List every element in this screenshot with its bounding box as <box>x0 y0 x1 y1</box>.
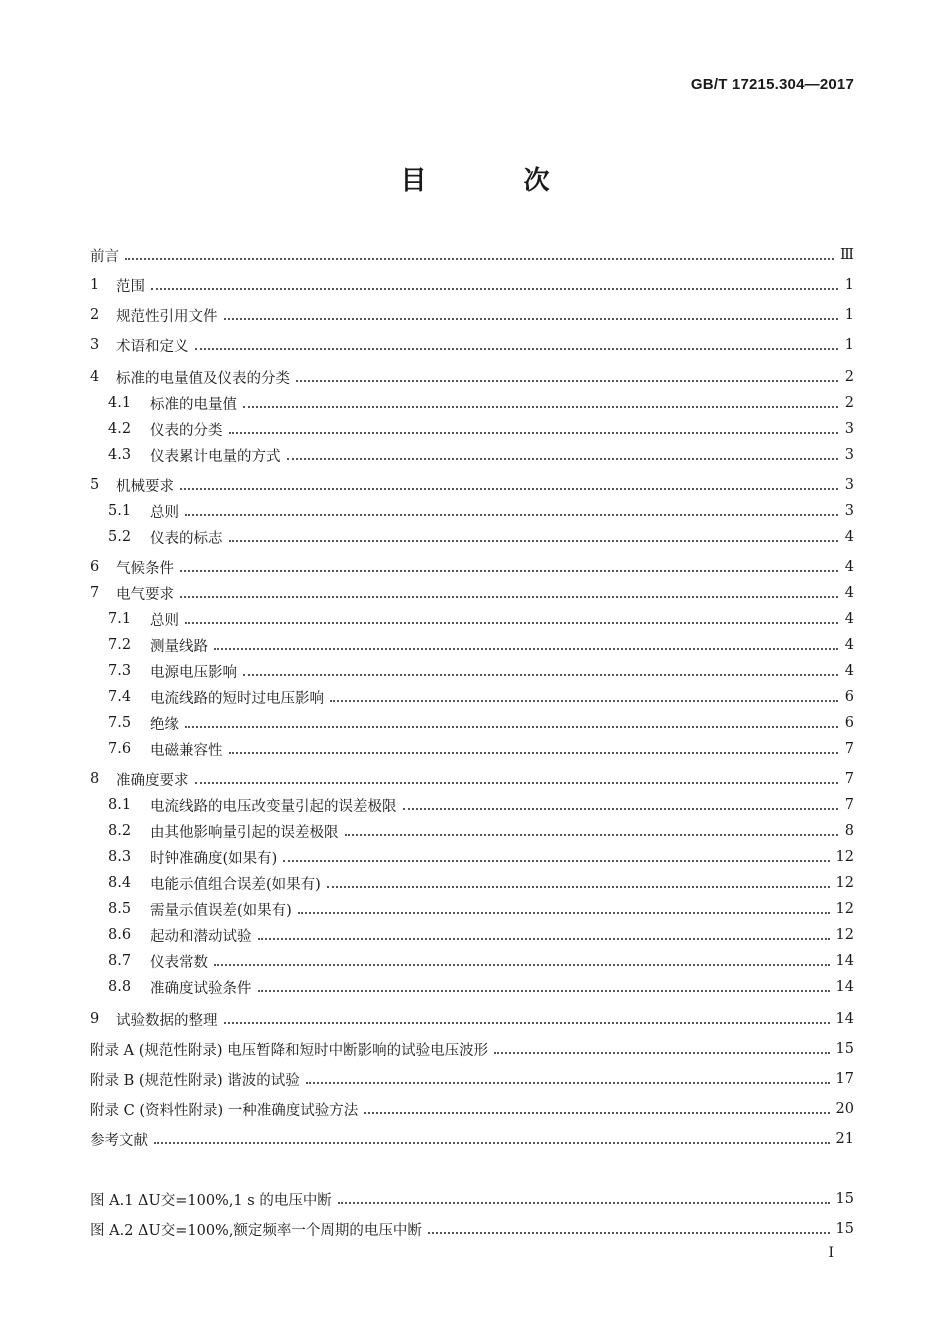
toc-entry-label: 绝缘 <box>150 716 179 733</box>
toc-entry-number: 8.5 <box>108 901 132 917</box>
dot-leader <box>180 582 838 598</box>
toc-entry-number: 8.8 <box>108 979 132 995</box>
toc-entry-label: 术语和定义 <box>116 338 189 355</box>
toc-entry[interactable] <box>90 244 854 266</box>
toc-entry[interactable] <box>90 1008 854 1030</box>
toc-entry[interactable] <box>108 608 854 630</box>
toc-entry-label: 附录 C (资料性附录) 一种准确度试验方法 <box>90 1102 359 1119</box>
toc-entry[interactable] <box>90 1188 854 1210</box>
dot-leader <box>185 712 838 728</box>
toc-entry-label: 标准的电量值 <box>150 396 237 413</box>
toc-entry[interactable] <box>108 794 854 816</box>
dot-leader <box>151 274 838 290</box>
dot-leader <box>224 1008 830 1024</box>
toc-entry-label: 电气要求 <box>116 586 174 603</box>
toc-entry-page: Ⅲ <box>840 247 854 263</box>
toc-entry-number: 8.6 <box>108 927 132 943</box>
toc-entry-page: 12 <box>835 927 854 943</box>
toc-entry[interactable] <box>108 418 854 440</box>
toc-entry-label: 仪表常数 <box>150 954 208 971</box>
toc-entry-number: 5.1 <box>108 503 132 519</box>
toc-entry-label: 电磁兼容性 <box>150 742 223 759</box>
toc-entry-number: 2 <box>90 307 100 323</box>
dot-leader <box>403 794 839 810</box>
toc-entry-number: 8 <box>90 771 100 787</box>
toc-entry-page: 3 <box>844 503 854 519</box>
dot-leader <box>229 526 839 542</box>
toc-entry-number: 4.3 <box>108 447 132 463</box>
toc-entry-page: 17 <box>835 1071 854 1087</box>
toc-entry-page: 7 <box>844 797 854 813</box>
toc-entry-label: 前言 <box>90 248 119 265</box>
toc-entry-label: 附录 A (规范性附录) 电压暂降和短时中断影响的试验电压波形 <box>90 1042 489 1059</box>
toc-entry[interactable] <box>90 582 854 604</box>
toc-entry-page: 12 <box>835 849 854 865</box>
toc-entry-label: 测量线路 <box>150 638 208 655</box>
toc-entry-page: 1 <box>844 307 854 323</box>
toc-entry-number: 7.1 <box>108 611 132 627</box>
dot-leader <box>185 500 838 516</box>
toc-entry-label: 电流线路的短时过电压影响 <box>150 690 324 707</box>
toc-entry-label: 图 A.2 ΔU交=100%,额定频率一个周期的电压中断 <box>90 1222 422 1239</box>
toc-entry-number: 4.2 <box>108 421 132 437</box>
dot-leader <box>195 768 839 784</box>
dot-leader <box>283 846 829 862</box>
dot-leader <box>298 898 830 914</box>
toc-entry-label: 总则 <box>150 504 179 521</box>
page-title: 目 次 <box>400 166 594 196</box>
dot-leader <box>214 950 830 966</box>
toc-entry[interactable] <box>108 660 854 682</box>
toc-entry-label: 仪表的标志 <box>150 530 223 547</box>
toc-entry[interactable] <box>108 444 854 466</box>
dot-leader <box>428 1218 830 1234</box>
toc-entry-number: 7.5 <box>108 715 132 731</box>
toc-entry-page: 14 <box>835 1011 854 1027</box>
toc-entry-label: 仪表的分类 <box>150 422 223 439</box>
dot-leader <box>214 634 838 650</box>
toc-entry-page: 4 <box>844 529 854 545</box>
toc-entry-number: 5 <box>90 477 100 493</box>
toc-entry[interactable] <box>108 738 854 760</box>
toc-entry-page: 7 <box>844 741 854 757</box>
standard-code: GB/T 17215.304—2017 <box>690 76 854 93</box>
toc-entry[interactable] <box>90 474 854 496</box>
dot-leader <box>180 556 838 572</box>
toc-entry-label: 气候条件 <box>116 560 174 577</box>
toc-entry-number: 7.2 <box>108 637 132 653</box>
toc-entry-page: 20 <box>835 1101 854 1117</box>
toc-entry-page: 7 <box>844 771 854 787</box>
toc-entry-label: 标准的电量值及仪表的分类 <box>116 370 290 387</box>
toc-entry[interactable] <box>90 1098 854 1120</box>
toc-entry-label: 范围 <box>116 278 145 295</box>
toc-entry-label: 电源电压影响 <box>150 664 237 681</box>
toc-entry[interactable] <box>108 820 854 842</box>
toc-entry-number: 8.4 <box>108 875 132 891</box>
toc-entry[interactable] <box>108 872 854 894</box>
toc-entry-number: 8.1 <box>108 797 132 813</box>
toc-entry[interactable] <box>90 274 854 296</box>
toc-entry-page: 4 <box>844 611 854 627</box>
toc-entry-label: 图 A.1 ΔU交=100%,1 s 的电压中断 <box>90 1192 332 1209</box>
toc-entry-page: 6 <box>844 689 854 705</box>
dot-leader <box>345 820 839 836</box>
toc-entry-page: 4 <box>844 637 854 653</box>
toc-entry-page: 15 <box>835 1221 854 1237</box>
dot-leader <box>224 304 839 320</box>
toc-entry-page: 6 <box>844 715 854 731</box>
page-folio: I <box>828 1245 834 1261</box>
toc-entry-page: 4 <box>844 559 854 575</box>
toc-entry[interactable] <box>90 1068 854 1090</box>
toc-entry-page: 14 <box>835 979 854 995</box>
toc-entry-page: 3 <box>844 421 854 437</box>
toc-entry-page: 3 <box>844 447 854 463</box>
toc-entry-label: 由其他影响量引起的误差极限 <box>150 824 339 841</box>
dot-leader <box>243 392 838 408</box>
toc-entry-label: 电流线路的电压改变量引起的误差极限 <box>150 798 397 815</box>
dot-leader <box>180 474 838 490</box>
toc-entry[interactable] <box>108 898 854 920</box>
dot-leader <box>185 608 838 624</box>
dot-leader <box>364 1098 829 1114</box>
toc-entry[interactable] <box>90 334 854 356</box>
toc-entry-number: 4 <box>90 369 100 385</box>
toc-entry[interactable] <box>90 304 854 326</box>
dot-leader <box>306 1068 830 1084</box>
dot-leader <box>338 1188 830 1204</box>
toc-entry-number: 8.2 <box>108 823 132 839</box>
toc-entry-label: 准确度要求 <box>116 772 189 789</box>
toc-entry[interactable] <box>90 1038 854 1060</box>
toc-entry-number: 4.1 <box>108 395 132 411</box>
dot-leader <box>125 244 834 260</box>
dot-leader <box>330 686 838 702</box>
toc-entry[interactable] <box>108 846 854 868</box>
toc-entry[interactable] <box>90 1128 854 1150</box>
toc-entry-page: 4 <box>844 663 854 679</box>
toc-entry-number: 8.3 <box>108 849 132 865</box>
toc-entry-number: 7 <box>90 585 100 601</box>
toc-entry-label: 起动和潜动试验 <box>150 928 252 945</box>
dot-leader <box>258 976 830 992</box>
toc-entry[interactable] <box>108 686 854 708</box>
toc-entry-number: 9 <box>90 1011 100 1027</box>
toc-entry-label: 时钟准确度(如果有) <box>150 850 278 867</box>
toc-entry[interactable] <box>108 924 854 946</box>
toc-entry-label: 总则 <box>150 612 179 629</box>
dot-leader <box>154 1128 830 1144</box>
toc-entry-page: 14 <box>835 953 854 969</box>
toc-entry-page: 3 <box>844 477 854 493</box>
toc-entry-page: 1 <box>844 337 854 353</box>
toc-entry[interactable] <box>108 712 854 734</box>
toc-entry-number: 7.3 <box>108 663 132 679</box>
toc-entry-page: 12 <box>835 875 854 891</box>
toc-entry[interactable] <box>108 634 854 656</box>
toc-entry-label: 电能示值组合误差(如果有) <box>150 876 321 893</box>
toc-entry-label: 规范性引用文件 <box>116 308 218 325</box>
toc-entry[interactable] <box>90 768 854 790</box>
toc-entry[interactable] <box>108 950 854 972</box>
dot-leader <box>229 418 839 434</box>
dot-leader <box>229 738 839 754</box>
toc-entry-label: 参考文献 <box>90 1132 148 1149</box>
dot-leader <box>327 872 830 888</box>
dot-leader <box>296 366 838 382</box>
toc-entry[interactable] <box>90 1218 854 1240</box>
toc-entry-number: 7.6 <box>108 741 132 757</box>
toc-entry-label: 机械要求 <box>116 478 174 495</box>
toc-entry-number: 5.2 <box>108 529 132 545</box>
toc-entry-page: 2 <box>844 395 854 411</box>
toc-entry-page: 4 <box>844 585 854 601</box>
toc-entry-page: 15 <box>835 1191 854 1207</box>
toc-entry-page: 2 <box>844 369 854 385</box>
toc-entry[interactable] <box>90 366 854 388</box>
dot-leader <box>258 924 830 940</box>
toc-entry[interactable] <box>108 526 854 548</box>
toc-entry-page: 12 <box>835 901 854 917</box>
toc-entry-label: 试验数据的整理 <box>116 1012 218 1029</box>
toc-entry-page: 8 <box>844 823 854 839</box>
toc-entry[interactable] <box>108 976 854 998</box>
toc-entry-number: 1 <box>90 277 100 293</box>
toc-entry-label: 准确度试验条件 <box>150 980 252 997</box>
dot-leader <box>287 444 839 460</box>
toc-entry-number: 8.7 <box>108 953 132 969</box>
toc-entry-page: 21 <box>835 1131 854 1147</box>
toc-entry[interactable] <box>90 556 854 578</box>
toc-entry-page: 15 <box>835 1041 854 1057</box>
toc-entry-number: 3 <box>90 337 100 353</box>
toc-entry-number: 7.4 <box>108 689 132 705</box>
toc-entry-page: 1 <box>844 277 854 293</box>
dot-leader <box>195 334 839 350</box>
dot-leader <box>494 1038 829 1054</box>
dot-leader <box>243 660 838 676</box>
toc-entry-label: 附录 B (规范性附录) 谐波的试验 <box>90 1072 300 1089</box>
toc-entry-number: 6 <box>90 559 100 575</box>
toc-entry-label: 需量示值误差(如果有) <box>150 902 292 919</box>
toc-entry[interactable] <box>108 392 854 414</box>
toc-entry-label: 仪表累计电量的方式 <box>150 448 281 465</box>
toc-entry[interactable] <box>108 500 854 522</box>
